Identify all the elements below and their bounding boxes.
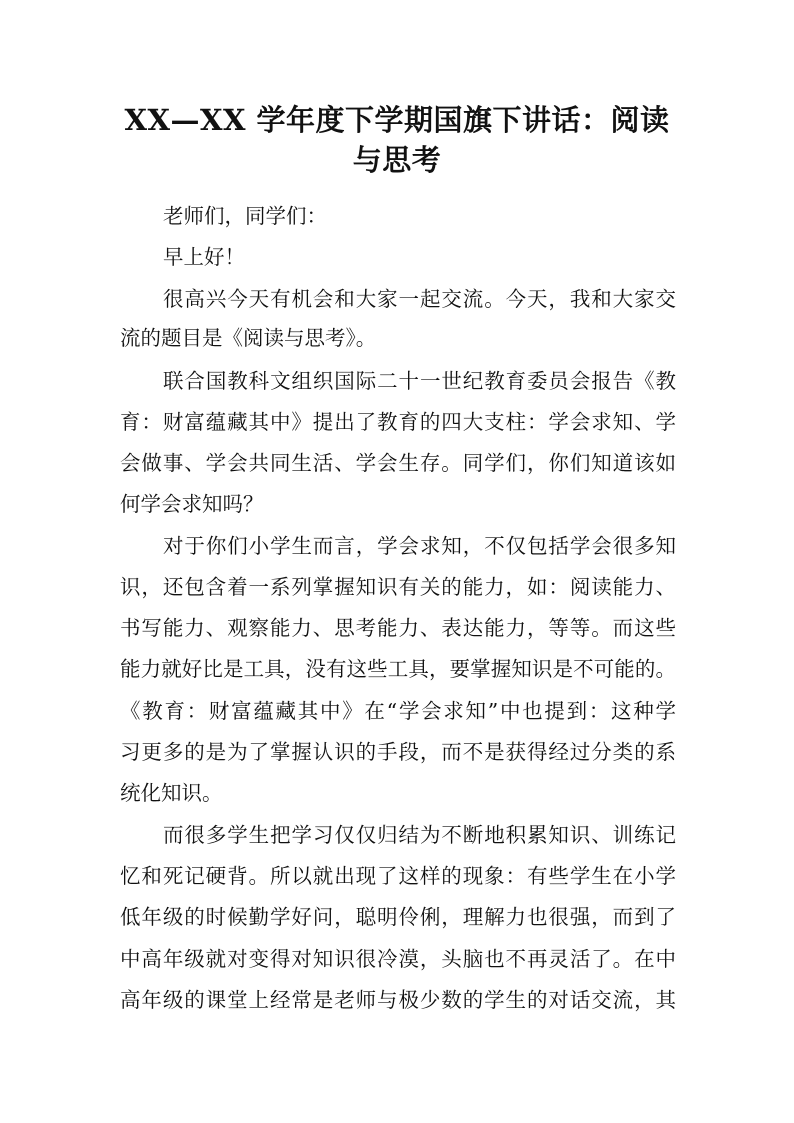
paragraph-line: 忆和死记硬背。所以就出现了这样的现象：有些学生在小学: [120, 864, 676, 888]
paragraph-line: 书写能力、观察能力、思考能力、表达能力，等等。而这些: [120, 616, 676, 640]
paragraph-line: 而很多学生把学习仅仅归结为不断地积累知识、训练记: [163, 823, 676, 847]
paragraph-line: 流的题目是《阅读与思考》。: [120, 326, 377, 350]
paragraph-line: 低年级的时候勤学好问，聪明伶俐，理解力也很强，而到了: [120, 905, 676, 929]
paragraph-line: 联合国教科文组织国际二十一世纪教育委员会报告《教: [163, 369, 676, 393]
paragraph-line: 识，还包含着一系列掌握知识有关的能力，如：阅读能力、: [120, 575, 676, 599]
paragraph-line: 习更多的是为了掌握认识的手段，而不是获得经过分类的系: [120, 740, 676, 764]
paragraph-line: 高年级的课堂上经常是老师与极少数的学生的对话交流，其: [120, 988, 676, 1012]
document-title-line-1: XX—XX 学年度下学期国旗下讲话：阅读: [124, 103, 670, 137]
paragraph-line: 育：财富蕴藏其中》提出了教育的四大支柱：学会求知、学: [120, 410, 676, 434]
paragraph-line: 统化知识。: [120, 781, 223, 805]
paragraph-line: 《教育：财富蕴藏其中》在“学会求知”中也提到：这种学: [120, 699, 676, 723]
paragraph-line: 很高兴今天有机会和大家一起交流。今天，我和大家交: [163, 287, 676, 311]
paragraph-line: 对于你们小学生而言，学会求知，不仅包括学会很多知: [163, 534, 676, 558]
paragraph-line: 中高年级就对变得对知识很冷漠，头脑也不再灵活了。在中: [120, 947, 676, 971]
paragraph-line: 会做事、学会共同生活、学会生存。同学们，你们知道该如: [120, 451, 676, 475]
document-title-line-2: 与思考: [352, 143, 442, 177]
salutation: 老师们，同学们：: [163, 204, 327, 228]
paragraph-line: 能力就好比是工具，没有这些工具，要掌握知识是不可能的。: [120, 657, 676, 681]
paragraph-line: 何学会求知吗？: [120, 492, 264, 516]
greeting: 早上好！: [163, 245, 245, 269]
